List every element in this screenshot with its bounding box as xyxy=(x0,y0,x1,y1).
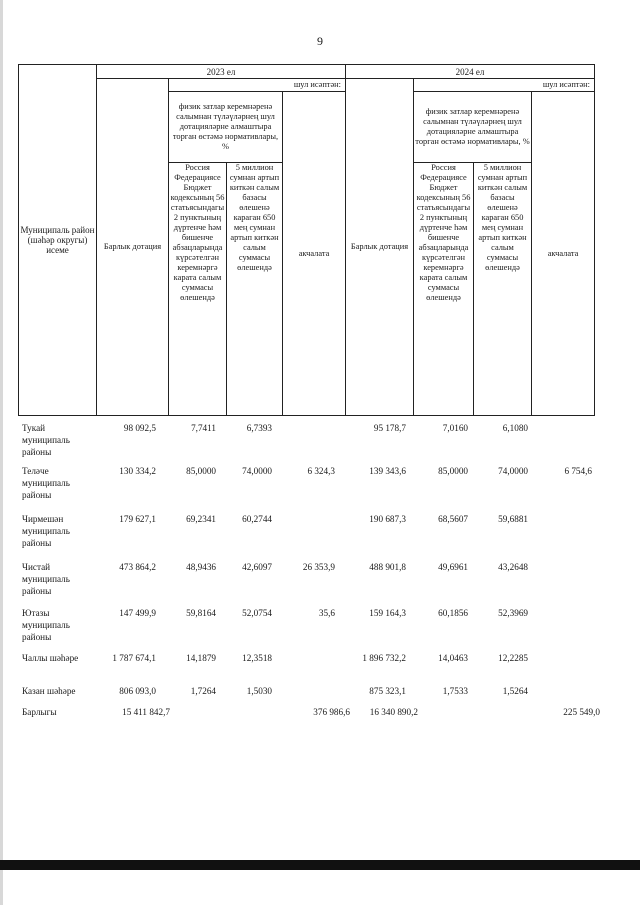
header-year-2023: 2023 ел xyxy=(97,65,346,79)
header-name-col: Муниципаль район (шәһәр округы) исеме xyxy=(19,65,97,416)
cell-total-2023: 179 627,1 xyxy=(119,514,156,524)
table-row-total xyxy=(18,706,600,726)
cell-cash-2023: 376 986,6 xyxy=(313,707,350,717)
cell-total-2024: 159 164,3 xyxy=(369,608,406,618)
header-total-subsidy-2023: Барлык дотация xyxy=(97,79,169,416)
cell-a-2024: 14,0463 xyxy=(438,653,468,663)
row-name: Барлыгы xyxy=(22,707,57,717)
page-number: 9 xyxy=(317,34,323,48)
header-sub-a-2023: Россия Федерациясе Бюджет кодексының 56 статьясындагы 2 пунктының дүртенче һәм бишенче абзацларында күрсәтелгән керемнәргә карата салым суммасы өлешендә xyxy=(169,163,227,416)
cell-b-2024: 1,5264 xyxy=(502,686,528,696)
cell-total-2024: 95 178,7 xyxy=(373,423,406,433)
header-norm-title-2023: физик затлар керемнәренә салымнан түләүләрнең шул дотацияләрне алмаштыра торган өстәмә нормативлары, % xyxy=(169,92,283,163)
cell-total-2023: 1 787 674,1 xyxy=(112,653,156,663)
cell-b-2023: 1,5030 xyxy=(246,686,272,696)
cell-total-2023: 147 499,9 xyxy=(119,608,156,618)
header-norm-title-2024: физик затлар керемнәренә салымнан түләүләрнең шул дотацияләрне алмаштыра торган өстәмә нормативлары, % xyxy=(414,92,532,163)
header-cash-2023: акчалата xyxy=(283,92,346,416)
row-name: Теләче муниципаль районы xyxy=(22,466,70,500)
row-name: Чистай муниципаль районы xyxy=(22,562,70,596)
header-cash-2024: акчалата xyxy=(532,92,595,416)
cell-total-2023: 130 334,2 xyxy=(119,466,156,476)
cell-b-2023: 12,3518 xyxy=(242,653,272,663)
header-of-which-2024: шул исәптән: xyxy=(414,79,595,92)
row-name: Чирмешән муниципаль районы xyxy=(22,514,70,548)
cell-b-2024: 59,6881 xyxy=(498,514,528,524)
table-row xyxy=(18,652,594,685)
cell-total-2023: 98 092,5 xyxy=(123,423,156,433)
cell-b-2023: 74,0000 xyxy=(242,466,272,476)
data-rows xyxy=(18,422,600,726)
cell-a-2024: 7,0160 xyxy=(442,423,468,433)
header-year-2024: 2024 ел xyxy=(346,65,595,79)
header-sub-b-2023: 5 миллион сумнан артып киткән салым базасы өлешенә караган 650 мең сумнан артып киткән салым суммасы өлешендә xyxy=(227,163,283,416)
cell-cash-2023: 6 324,3 xyxy=(307,466,335,476)
header-of-which-2023: шул исәптән: xyxy=(169,79,346,92)
cell-a-2023: 7,7411 xyxy=(191,423,216,433)
cell-total-2024: 488 901,8 xyxy=(369,562,406,572)
cell-total-2024: 1 896 732,2 xyxy=(362,653,406,663)
row-name: Чаллы шәһәре xyxy=(22,653,79,663)
row-name: Тукай муниципаль районы xyxy=(22,423,70,457)
cell-total-2024: 190 687,3 xyxy=(369,514,406,524)
cell-a-2024: 49,6961 xyxy=(438,562,468,572)
cell-cash-2024: 225 549,0 xyxy=(563,707,600,717)
header-total-subsidy-2024: Барлык дотация xyxy=(346,79,414,416)
cell-total-2024: 16 340 890,2 xyxy=(369,707,418,717)
cell-b-2024: 12,2285 xyxy=(498,653,528,663)
cell-a-2024: 68,5607 xyxy=(438,514,468,524)
cell-b-2023: 6,7393 xyxy=(246,423,272,433)
table-row xyxy=(18,607,594,652)
cell-a-2024: 85,0000 xyxy=(438,466,468,476)
cell-a-2023: 85,0000 xyxy=(186,466,216,476)
cell-a-2023: 48,9436 xyxy=(186,562,216,572)
cell-total-2023: 473 864,2 xyxy=(119,562,156,572)
cell-b-2024: 74,0000 xyxy=(498,466,528,476)
header-sub-b-2024: 5 миллион сумнан артып киткән салым базасы өлешенә караган 650 мең сумнан артып киткән салым суммасы өлешендә xyxy=(474,163,532,416)
cell-cash-2024: 6 754,6 xyxy=(564,466,592,476)
cell-a-2024: 1,7533 xyxy=(442,686,468,696)
table-row xyxy=(18,465,594,513)
cell-b-2024: 43,2648 xyxy=(498,562,528,572)
cell-a-2023: 1,7264 xyxy=(190,686,216,696)
header-sub-a-2024: Россия Федерациясе Бюджет кодексының 56 статьясындагы 2 пунктының дүртенче һәм бишенче абзацларында күрсәтелгән керемнәргә карата салым суммасы өлешендә xyxy=(414,163,474,416)
cell-b-2024: 6,1080 xyxy=(502,423,528,433)
cell-total-2024: 139 343,6 xyxy=(369,466,406,476)
cell-a-2023: 14,1879 xyxy=(186,653,216,663)
header-table xyxy=(18,64,595,416)
cell-cash-2023: 35,6 xyxy=(318,608,335,618)
scan-edge xyxy=(0,0,3,905)
cell-total-2024: 875 323,1 xyxy=(369,686,406,696)
cell-b-2023: 60,2744 xyxy=(242,514,272,524)
cell-total-2023: 15 411 842,7 xyxy=(122,707,170,717)
table-row xyxy=(18,561,594,607)
row-name: Казан шәһәре xyxy=(22,686,76,696)
table-row xyxy=(18,685,594,706)
cell-a-2023: 59,8164 xyxy=(186,608,216,618)
cell-b-2023: 42,6097 xyxy=(242,562,272,572)
cell-a-2023: 69,2341 xyxy=(186,514,216,524)
scan-bottom-bar xyxy=(0,860,640,870)
row-name: Ютазы муниципаль районы xyxy=(22,608,70,642)
cell-b-2024: 52,3969 xyxy=(498,608,528,618)
cell-total-2023: 806 093,0 xyxy=(119,686,156,696)
cell-b-2023: 52,0754 xyxy=(242,608,272,618)
cell-cash-2023: 26 353,9 xyxy=(302,562,335,572)
table-row xyxy=(18,513,594,561)
cell-a-2024: 60,1856 xyxy=(438,608,468,618)
table-row xyxy=(18,422,594,465)
